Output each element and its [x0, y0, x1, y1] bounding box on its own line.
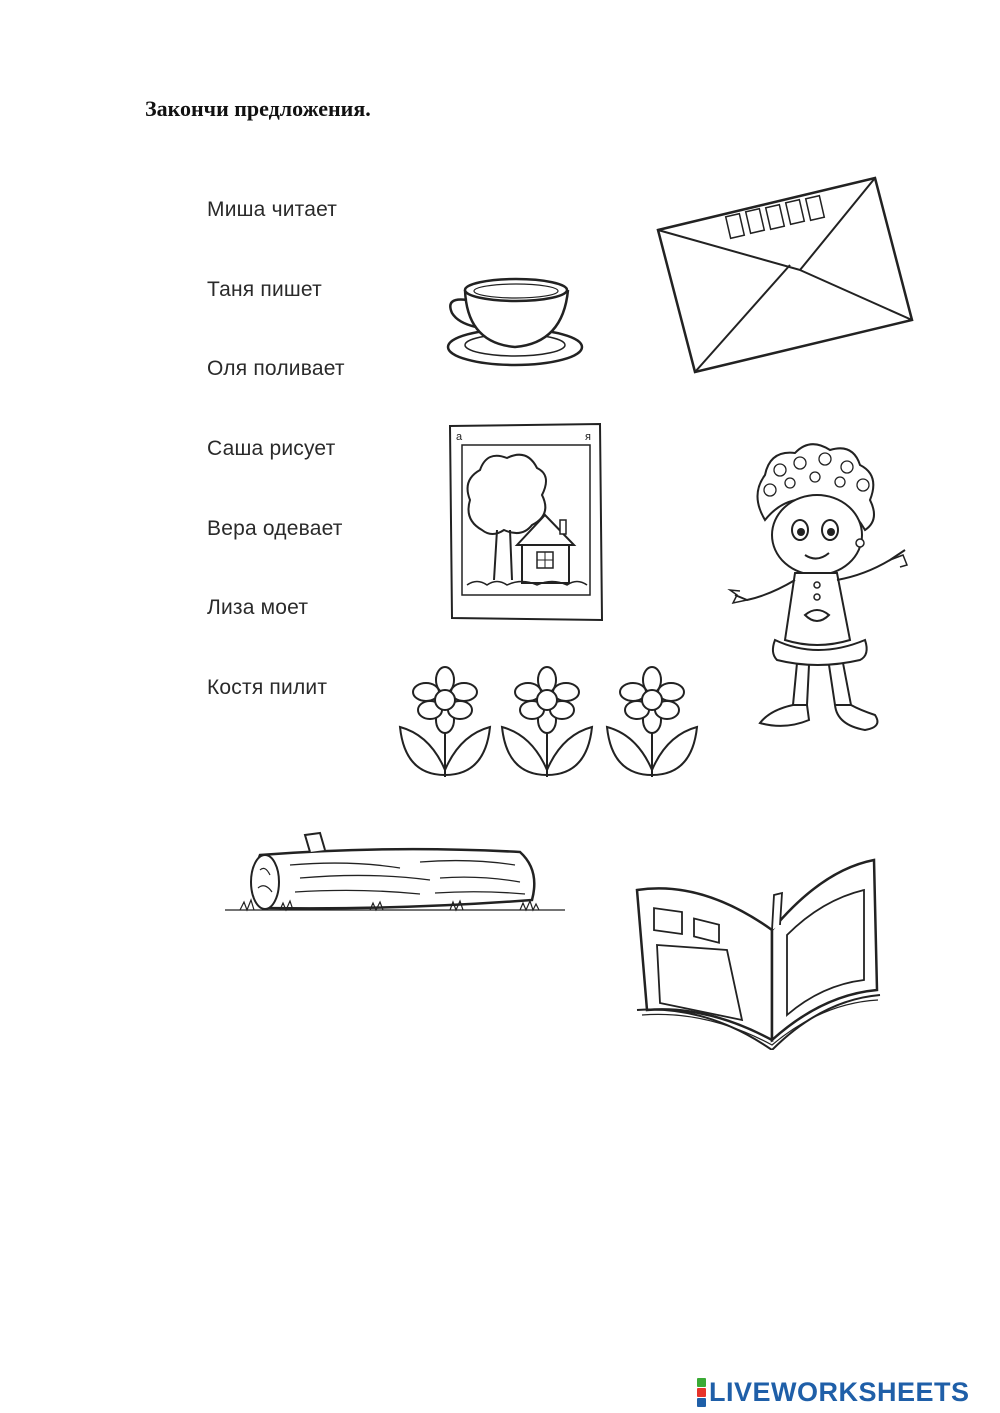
logo-mark-icon [697, 1378, 706, 1407]
sentence-2: Таня пишет [207, 278, 322, 301]
flowers-icon[interactable] [395, 665, 705, 780]
open-book-icon[interactable] [632, 855, 882, 1050]
sentence-6: Лиза моет [207, 596, 309, 619]
logo-text: LIVEWORKSHEETS [709, 1376, 970, 1407]
log-icon[interactable] [220, 830, 570, 925]
teacup-icon[interactable] [440, 265, 600, 375]
svg-text:я: я [585, 431, 591, 443]
worksheet-title: Закончи предложения. [145, 96, 371, 121]
sentence-4: Саша рисует [207, 437, 336, 460]
envelope-icon[interactable] [650, 170, 920, 380]
girl-doll-icon[interactable] [725, 435, 915, 745]
svg-text:a: a [456, 431, 463, 443]
sentence-3: Оля поливает [207, 357, 345, 380]
sentence-5: Вера одевает [207, 517, 343, 540]
liveworksheets-logo [697, 1376, 970, 1408]
drawing-picture-icon[interactable] [442, 420, 607, 625]
sentence-7: Костя пилит [207, 676, 328, 699]
sentence-1: Миша читает [207, 198, 338, 221]
